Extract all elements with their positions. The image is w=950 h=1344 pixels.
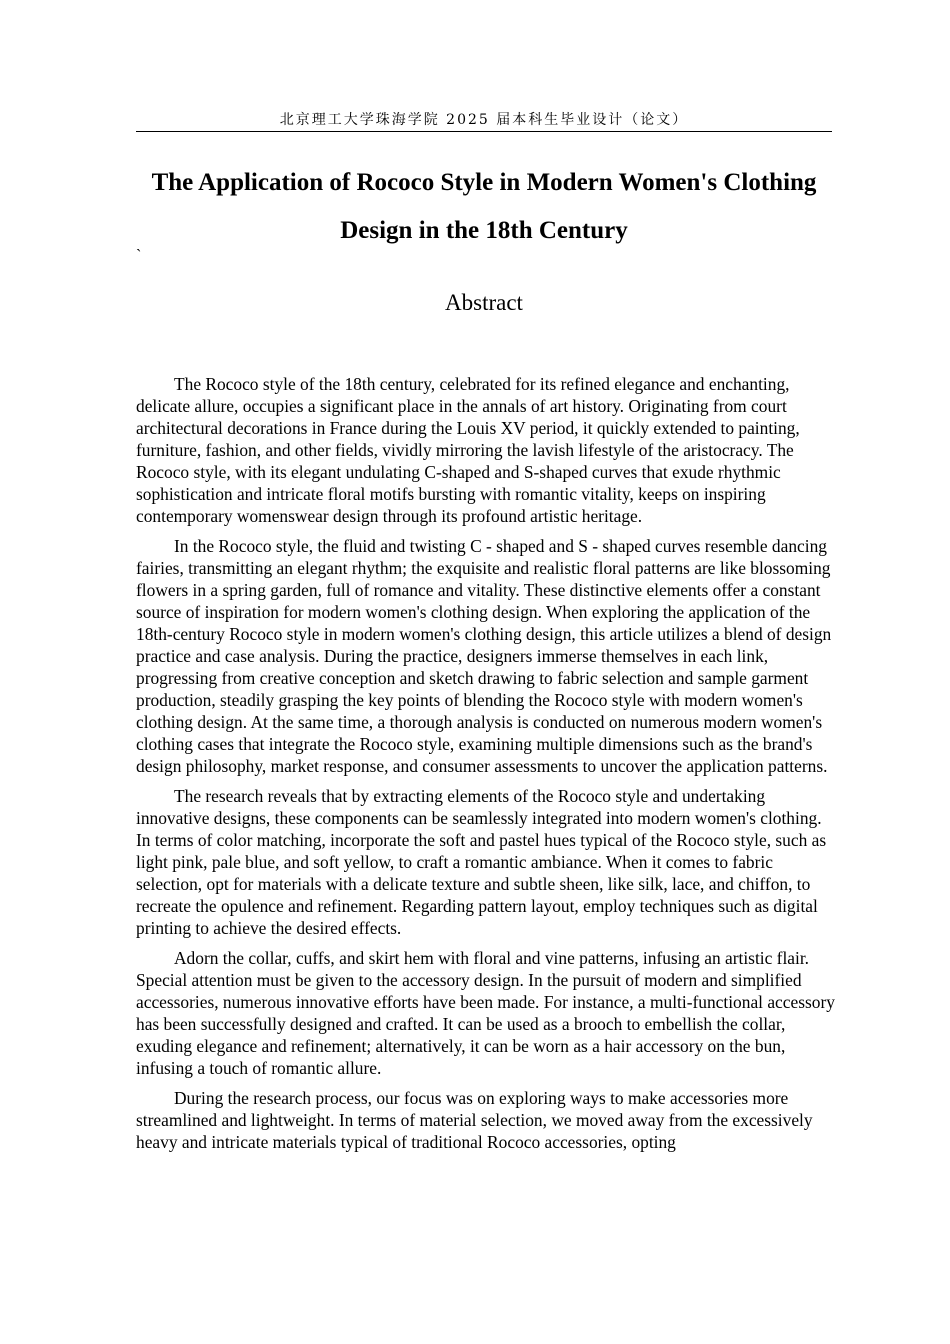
paper-title-line-2: Design in the 18th Century — [340, 217, 628, 244]
abstract-paragraph: Adorn the collar, cuffs, and skirt hem with floral and vine patterns, infusing an artistic flair. Special attention must be given to the accessory design. In the pursuit of modern and simplified accessories, numerous innovative efforts have been made. For instance, a multi-functional accessory has been successfully designed and crafted. It can be used as a brooch to embellish the collar, exuding elegance and refinement; alternatively, it can be worn as a hair accessory on the bun, infusing a touch of romantic allure. — [136, 948, 835, 1078]
paper-title — [120, 159, 848, 255]
header-divider — [136, 131, 832, 132]
abstract-paragraph: In the Rococo style, the fluid and twisting C - shaped and S - shaped curves resemble dancing fairies, transmitting an elegant rhythm; the exquisite and realistic floral patterns are like blossoming flowers in a spring garden, full of romance and vitality. These distinctive elements offer a constant source of inspiration for modern women's clothing design. When exploring the application of the 18th-century Rococo style in modern women's clothing design, this article utilizes a blend of design practice and case analysis. During the practice, designers immerse themselves in each link, progressing from creative conception and sketch drawing to fabric selection and sample garment production, steadily grasping the key points of blending the Rococo style with modern women's clothing design. At the same time, a thorough analysis is conducted on numerous modern women's clothing cases that integrate the Rococo style, examining multiple dimensions such as the brand's design philosophy, market response, and consumer assessments to uncover the application patterns. — [136, 536, 832, 776]
stray-backtick-mark: ` — [136, 247, 142, 264]
abstract-paragraph: The research reveals that by extracting elements of the Rococo style and undertaking innovative designs, these components can be seamlessly integrated into modern women's clothing. In terms of color matching, incorporate the soft and pastel hues typical of the Rococo style, such as light pink, pale blue, and soft yellow, to craft a romantic ambiance. When it comes to fabric selection, opt for materials with a delicate texture and subtle sheen, like silk, lace, and chiffon, to recreate the opulence and refinement. Regarding pattern layout, employ techniques such as digital printing to achieve the desired effects. — [136, 786, 827, 938]
abstract-paragraph: During the research process, our focus was on exploring ways to make accessories more streamlined and lightweight. In terms of material selection, we moved away from the excessively heavy and intricate materials typical of traditional Rococo accessories, opting — [136, 1088, 813, 1152]
abstract-body — [136, 373, 836, 1161]
running-header: 北京理工大学珠海学院 2025 届本科生毕业设计（论文） — [279, 112, 689, 128]
abstract-paragraph: The Rococo style of the 18th century, celebrated for its refined elegance and enchanting, delicate allure, occupies a significant place in the annals of art history. Originating from court architectural decorations in France during the Louis XV period, it quickly extended to painting, furniture, fashion, and other fields, vividly mirroring the lavish lifestyle of the aristocracy. The Rococo style, with its elegant undulating C-shaped and S-shaped curves that exude rhythmic sophistication and intricate floral motifs bursting with romantic vitality, keeps on inspiring contemporary womenswear design through its profound artistic heritage. — [136, 374, 800, 526]
paper-title-line-1: The Application of Rococo Style in Modern Women's Clothing — [151, 169, 817, 196]
abstract-heading: Abstract — [445, 290, 523, 315]
